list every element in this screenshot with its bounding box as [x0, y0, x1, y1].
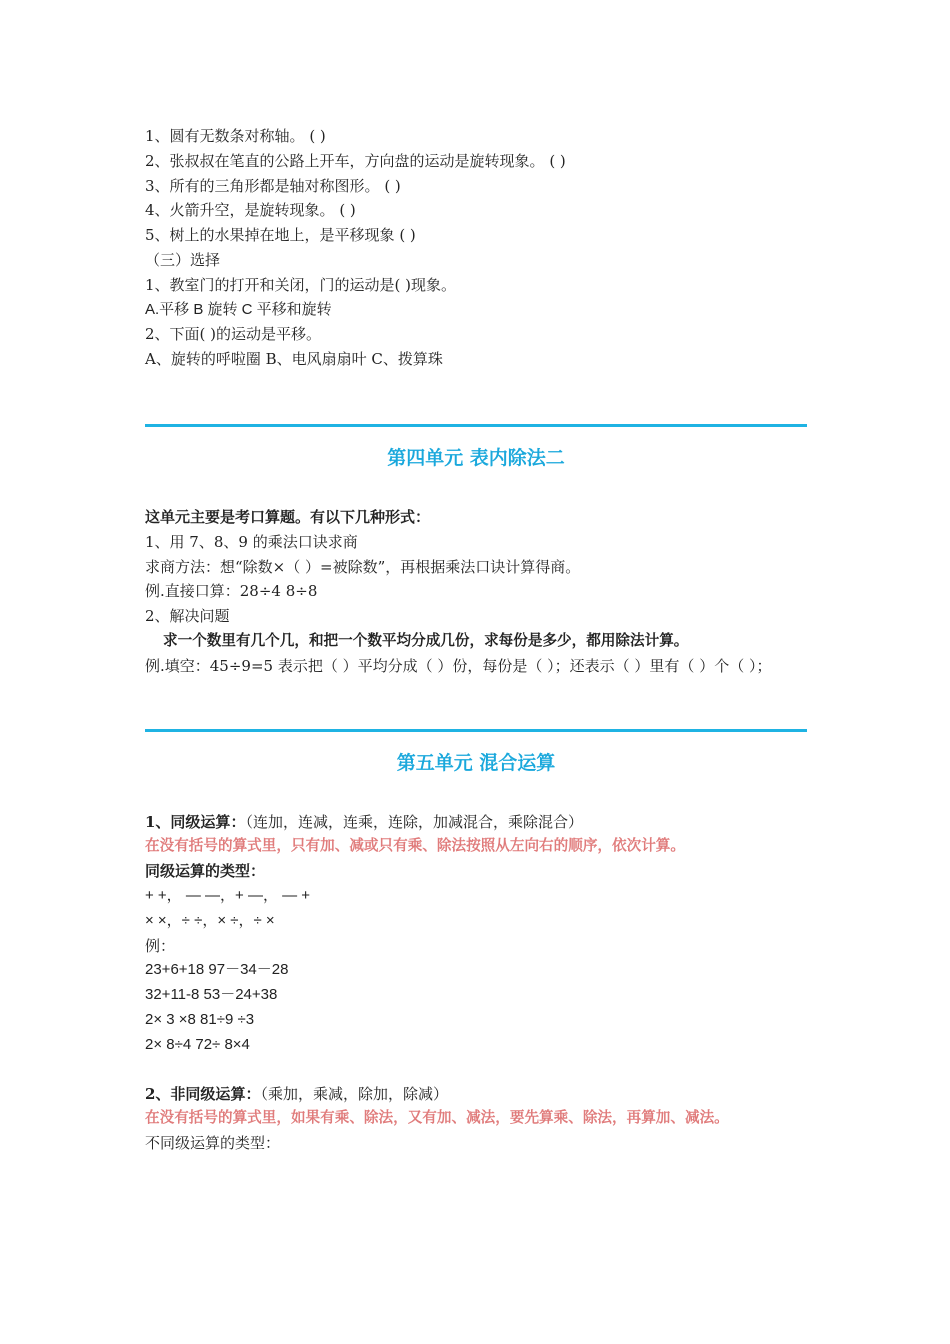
choice-question: 1、教室门的打开和关闭，门的运动是( )现象。 [145, 275, 457, 294]
operator-pattern: × ×，÷ ÷，× ÷，÷ × [145, 911, 275, 929]
diff-level-line [145, 1082, 807, 1107]
same-level-label: 1、同级运算： [145, 812, 246, 831]
example-expression: 2× 3 ×8 81÷9 ÷3 [145, 1010, 255, 1028]
same-level-rule: 在没有括号的算式里，只有加、减或只有乘、除法按照从左向右的顺序，依次计算。 [145, 837, 685, 855]
document-content [145, 124, 807, 1156]
unit4-example: 例.直接口算：28÷4 8÷8 [145, 582, 318, 601]
unit5-heading: 第五单元 混合运算 [396, 751, 556, 774]
section-divider [145, 729, 807, 732]
unit4-item: 2、解决问题 [145, 607, 230, 626]
choice-options: A.平移 B 旋转 C 平移和旋转 [145, 300, 332, 318]
example-label: 例： [145, 936, 176, 955]
unit4-example: 例.填空：45÷9=5 表示把（ ）平均分成（ ）份，每份是（ ）；还表示（ ）里有（ ）个（ ）； [145, 656, 772, 675]
diff-level-types-title: 不同级运算的类型： [145, 1134, 281, 1153]
unit4-item: 1、用 7、8、9 的乘法口诀求商 [145, 532, 358, 551]
unit4-method: 求商方法：想“除数×（ ）=被除数”，再根据乘法口诀计算得商。 [145, 557, 581, 576]
same-level-line [145, 810, 807, 835]
judge-item: 3、所有的三角形都是轴对称图形。 ( ) [145, 176, 401, 195]
unit4-heading: 第四单元 表内除法二 [387, 446, 565, 469]
unit4-intro: 这单元主要是考口算题。有以下几种形式： [145, 507, 431, 526]
unit4-section [145, 505, 807, 679]
example-expression: 2× 8÷4 72÷ 8×4 [145, 1035, 250, 1053]
choice-section-title: （三）选择 [145, 250, 221, 269]
diff-level-label: 2、非同级运算： [145, 1084, 261, 1103]
same-level-note: （连加，连减，连乘，连除，加减混合，乘除混合） [245, 812, 583, 831]
choice-section [145, 248, 807, 372]
operator-pattern: + +， — —，+ —， — + [145, 886, 311, 904]
judge-item: 4、火箭升空，是旋转现象。 ( ) [145, 201, 356, 220]
same-level-types-title: 同级运算的类型： [145, 862, 266, 881]
unit4-rule: 求一个数里有几个几，和把一个数平均分成几份，求每份是多少，都用除法计算。 [163, 631, 689, 649]
example-expression: 23+6+18 97－34－28 [145, 961, 289, 979]
choice-question: 2、下面( )的运动是平移。 [145, 325, 322, 344]
choice-options: A、旋转的呼啦圈 B、电风扇扇叶 C、拨算珠 [145, 350, 443, 369]
judge-list [145, 124, 807, 248]
unit5-section [145, 810, 807, 1156]
judge-item: 5、树上的水果掉在地上，是平移现象 ( ) [145, 226, 416, 245]
judge-item: 2、张叔叔在笔直的公路上开车，方向盘的运动是旋转现象。 ( ) [145, 151, 566, 170]
section-divider [145, 424, 807, 427]
example-expression: 32+11-8 53－24+38 [145, 986, 278, 1004]
diff-level-rule: 在没有括号的算式里，如果有乘、除法，又有加、减法，要先算乘、除法，再算加、减法。 [145, 1109, 729, 1127]
judge-item: 1、圆有无数条对称轴。 ( ) [145, 127, 326, 145]
diff-level-note: （乘加，乘减，除加，除减） [260, 1084, 448, 1103]
